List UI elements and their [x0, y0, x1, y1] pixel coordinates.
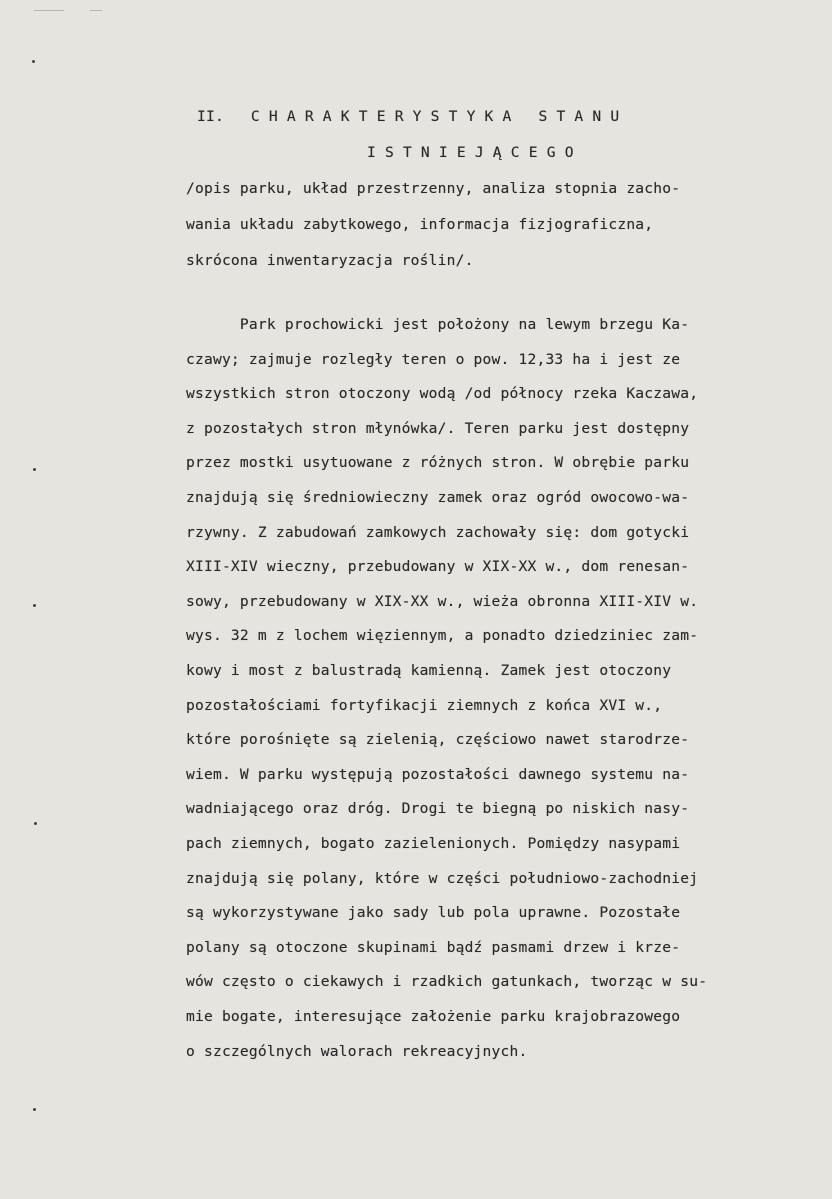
body-line: wów często o ciekawych i rzadkich gatunkach, tworząc w su- [186, 973, 708, 991]
section-heading-line-1: II. C H A R A K T E R Y S T Y K A S T A N U [197, 108, 620, 125]
body-paragraph [186, 316, 708, 1060]
subtitle-line: skrócona inwentaryzacja roślin/. [186, 252, 474, 269]
margin-punch-mark [33, 604, 36, 607]
section-heading-line-2: I S T N I E J Ą C E G O [367, 144, 574, 161]
body-line: które porośnięte są zielenią, częściowo nawet starodrze- [186, 731, 690, 749]
margin-punch-mark [34, 822, 37, 825]
margin-punch-mark [33, 1108, 36, 1111]
body-line: XIII-XIV wieczny, przebudowany w XIX-XX w., dom renesan- [186, 558, 690, 576]
margin-punch-mark [33, 468, 36, 471]
body-line: Park prochowicki jest położony na lewym brzegu Ka- [186, 316, 690, 333]
body-line: pozostałościami fortyfikacji ziemnych z końca XVI w., [186, 696, 663, 714]
body-line: czawy; zajmuje rozległy teren o pow. 12,33 ha i jest ze [186, 350, 681, 368]
body-line: o szczególnych walorach rekreacyjnych. [186, 1042, 528, 1060]
body-line: są wykorzystywane jako sady lub pola uprawne. Pozostałe [186, 904, 681, 922]
subtitle-block [186, 180, 681, 269]
body-line: znajdują się polany, które w części południowo-zachodniej [186, 869, 699, 887]
body-line: wadniającego oraz dróg. Drogi te biegną po niskich nasy- [186, 800, 690, 818]
body-line: sowy, przebudowany w XIX-XX w., wieża obronna XIII-XIV w. [186, 592, 699, 610]
margin-punch-mark [32, 60, 35, 63]
body-line: mie bogate, interesujące założenie parku krajobrazowego [186, 1008, 681, 1025]
subtitle-line: wania układu zabytkowego, informacja fizjograficzna, [186, 216, 654, 233]
body-line: wiem. W parku występują pozostałości dawnego systemu na- [186, 765, 690, 783]
body-line: pach ziemnych, bogato zazielenionych. Pomiędzy nasypami [186, 835, 681, 852]
top-edge-mark-left [34, 10, 64, 11]
top-edge-mark-center [90, 10, 102, 11]
subtitle-line: /opis parku, układ przestrzenny, analiza stopnia zacho- [186, 180, 681, 197]
body-line: rzywny. Z zabudowań zamkowych zachowały się: dom gotycki [186, 523, 690, 541]
body-line: z pozostałych stron młynówka/. Teren parku jest dostępny [186, 419, 690, 437]
body-line: wszystkich stron otoczony wodą /od północy rzeka Kaczawa, [186, 385, 699, 403]
body-line: kowy i most z balustradą kamienną. Zamek jest otoczony [186, 662, 672, 679]
body-line: przez mostki usytuowane z różnych stron. W obrębie parku [186, 454, 690, 472]
body-line: znajdują się średniowieczny zamek oraz ogród owocowo-wa- [186, 489, 690, 506]
body-line: wys. 32 m z lochem więziennym, a ponadto dziedziniec zam- [186, 627, 699, 645]
body-line: polany są otoczone skupinami bądź pasmami drzew i krze- [186, 938, 681, 956]
